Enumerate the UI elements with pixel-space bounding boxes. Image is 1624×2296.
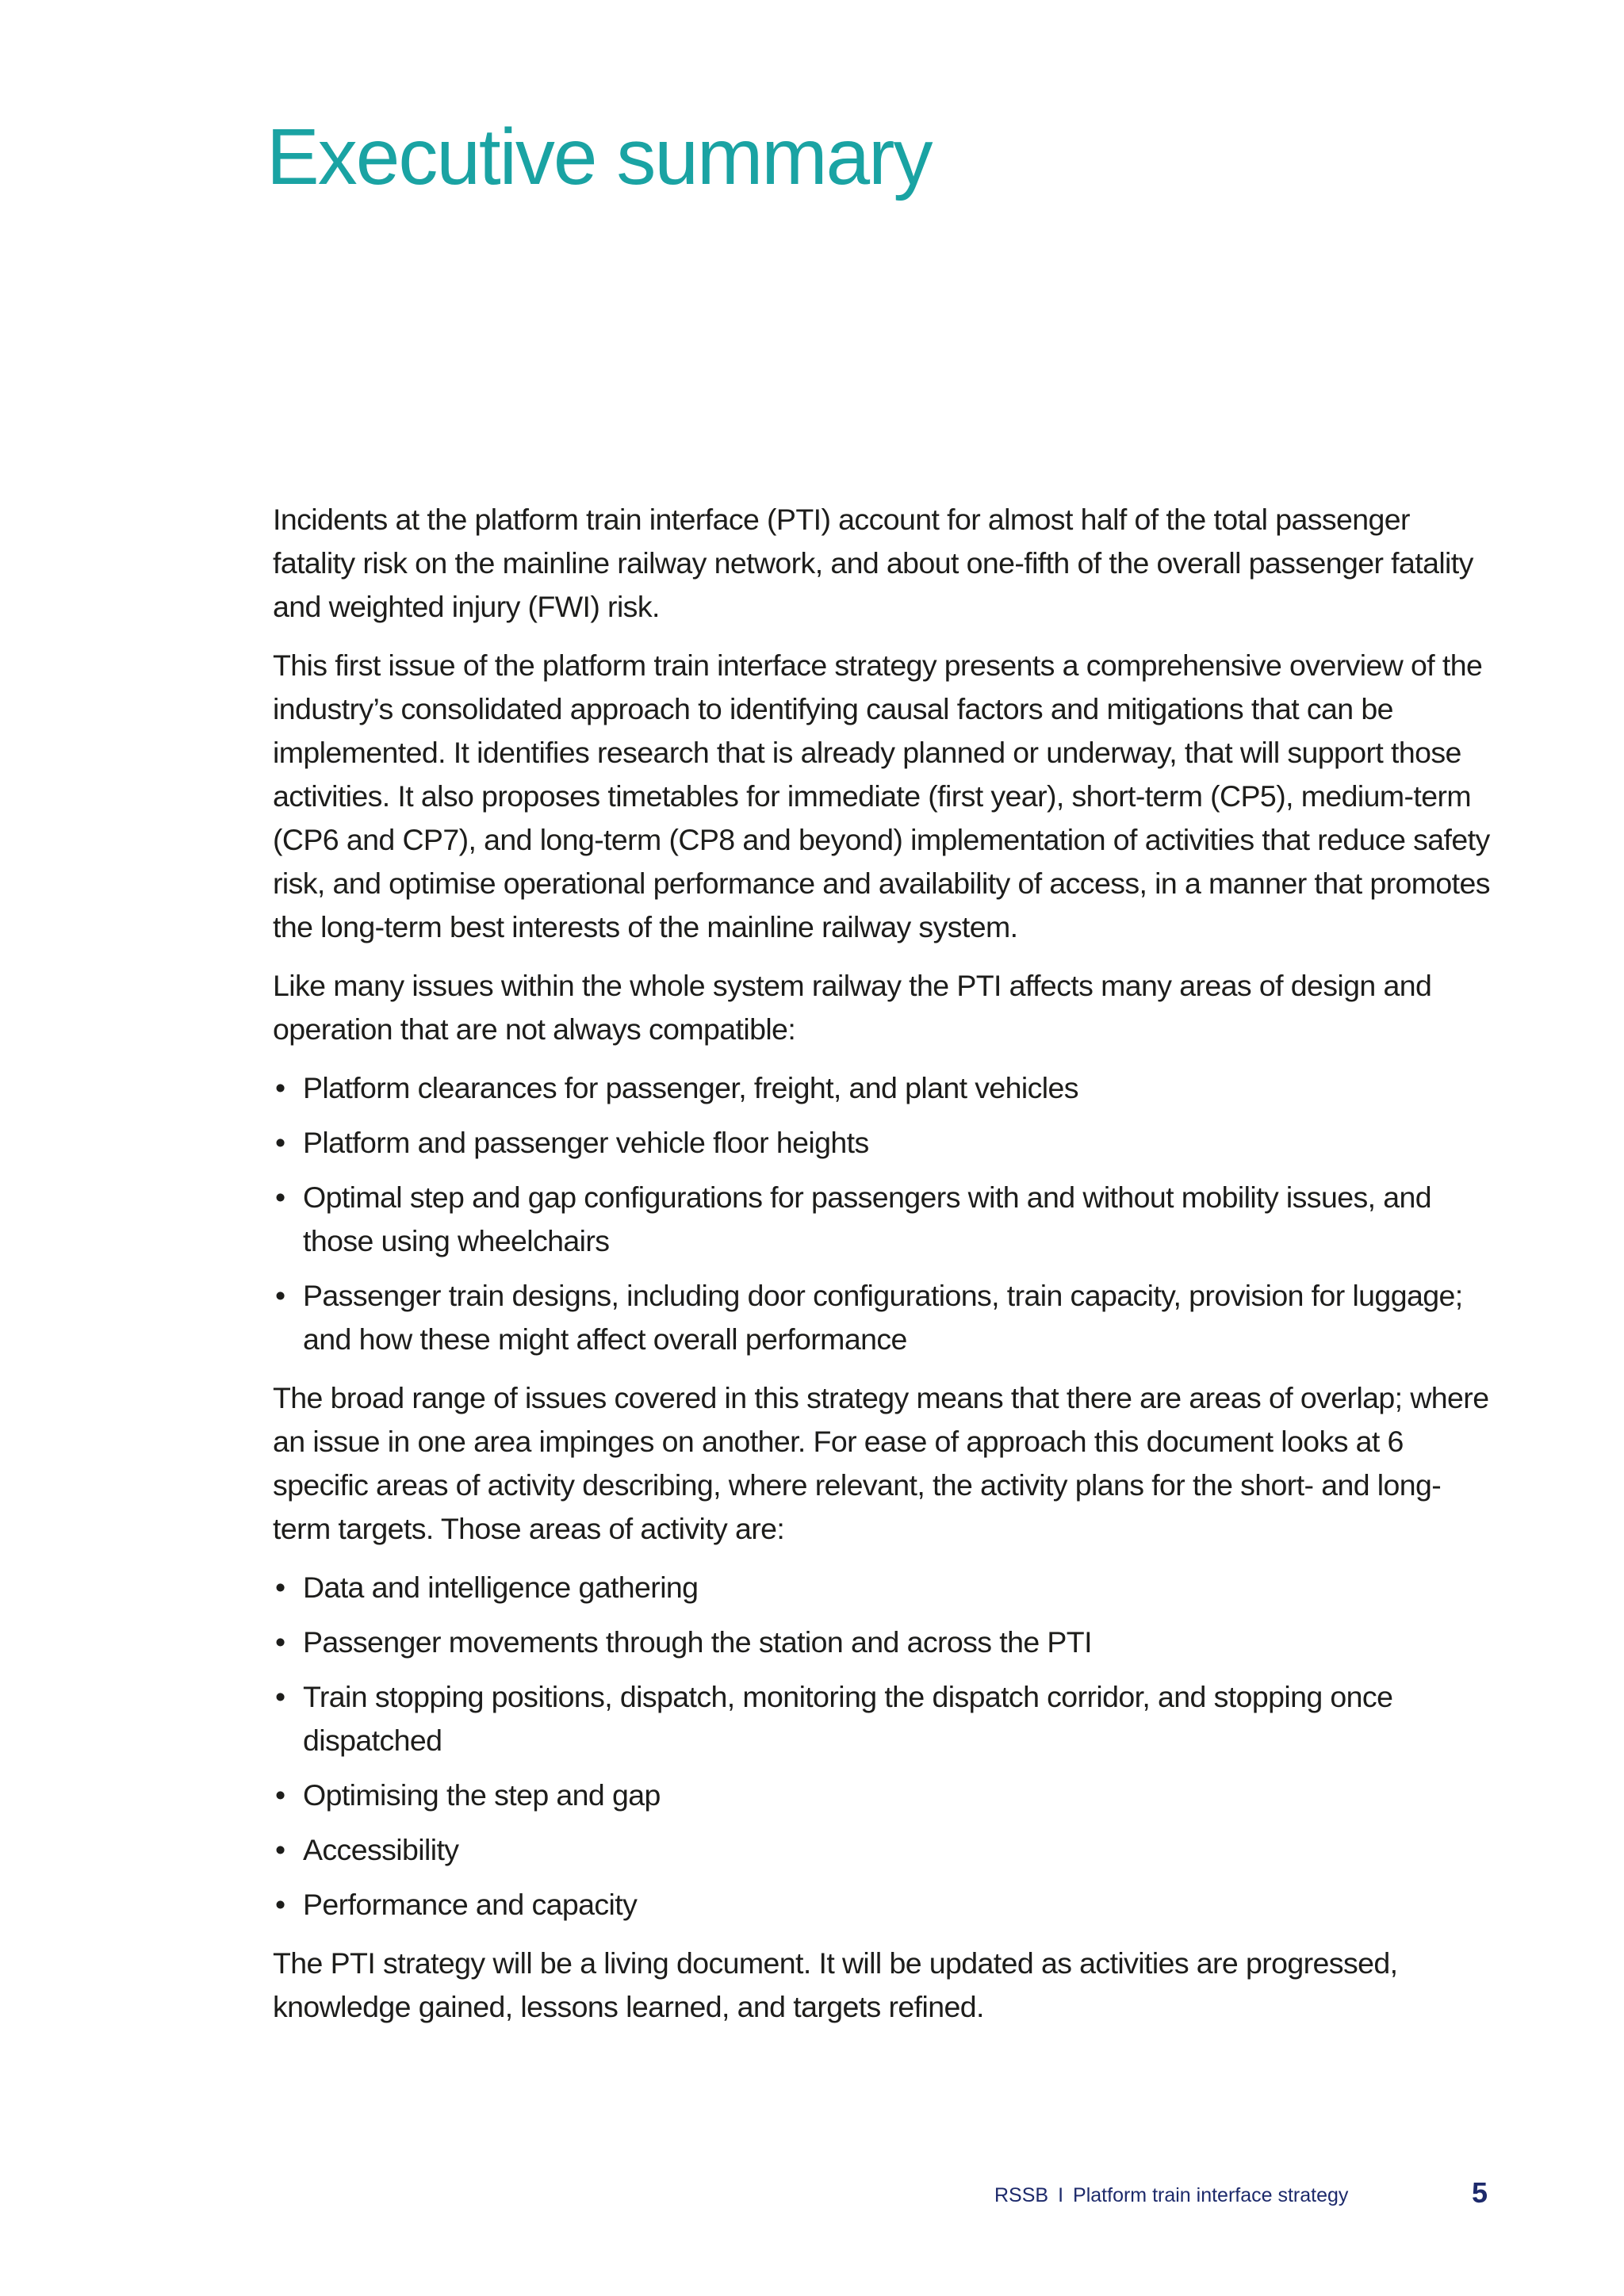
list-item: • Accessibility: [273, 1828, 1494, 1872]
list-item: • Data and intelligence gathering: [273, 1566, 1494, 1609]
list-item: • Passenger movements through the station and across the PTI: [273, 1621, 1494, 1664]
list-item: • Optimising the step and gap: [273, 1774, 1494, 1817]
design-areas-intro-paragraph: Like many issues within the whole system railway the PTI affects many areas of design and operation that are not always compatible:: [273, 969, 1432, 1046]
page-title: Executive summary: [266, 113, 932, 201]
page-number: 5: [1472, 2176, 1488, 2209]
footer-document-title: Platform train interface strategy: [1073, 2184, 1349, 2206]
summary-body: [273, 498, 1494, 2044]
list-item: • Performance and capacity: [273, 1883, 1494, 1927]
activity-areas-intro-paragraph: The broad range of issues covered in this strategy means that there are areas of overlap; where an issue in one area impinges on another. For ease of approach this document looks at 6 specific areas of activity describing, where relevant, the activity plans for the short- and long-term targets. Those areas of activity are:: [273, 1381, 1489, 1545]
footer-separator: I: [1058, 2184, 1064, 2206]
list-item: • Platform clearances for passenger, freight, and plant vehicles: [273, 1066, 1494, 1110]
list-item: • Optimal step and gap configurations for passengers with and without mobility issues, and those using wheelchairs: [273, 1176, 1494, 1263]
design-areas-list: [273, 1066, 1494, 1361]
list-item: • Passenger train designs, including door configurations, train capacity, provision for luggage; and how these might affect overall performance: [273, 1274, 1494, 1361]
list-item: • Train stopping positions, dispatch, monitoring the dispatch corridor, and stopping once dispatched: [273, 1675, 1494, 1762]
footer-organisation: RSSB: [994, 2184, 1049, 2206]
page-footer: [994, 2182, 1348, 2209]
living-document-paragraph: The PTI strategy will be a living document. It will be updated as activities are progressed, knowledge gained, lessons learned, and targets refined.: [273, 1946, 1398, 2023]
activity-areas-list: [273, 1566, 1494, 1927]
intro-paragraph: Incidents at the platform train interface (PTI) account for almost half of the total passenger fatality risk on the mainline railway network, and about one-fifth of the overall passenger fatality and weighted injury (FWI) risk.: [273, 503, 1473, 623]
strategy-overview-paragraph: This first issue of the platform train interface strategy presents a comprehensive overview of the industry’s consolidated approach to identifying causal factors and mitigations that can be implemented. It identifies research that is already planned or underway, that will support those activities. It also proposes timetables for immediate (first year), short-term (CP5), medium-term (CP6 and CP7), and long-term (CP8 and beyond) implementation of activities that reduce safety risk, and optimise operational performance and availability of access, in a manner that promotes the long-term best interests of the mainline railway system.: [273, 649, 1490, 943]
list-item: • Platform and passenger vehicle floor heights: [273, 1121, 1494, 1165]
